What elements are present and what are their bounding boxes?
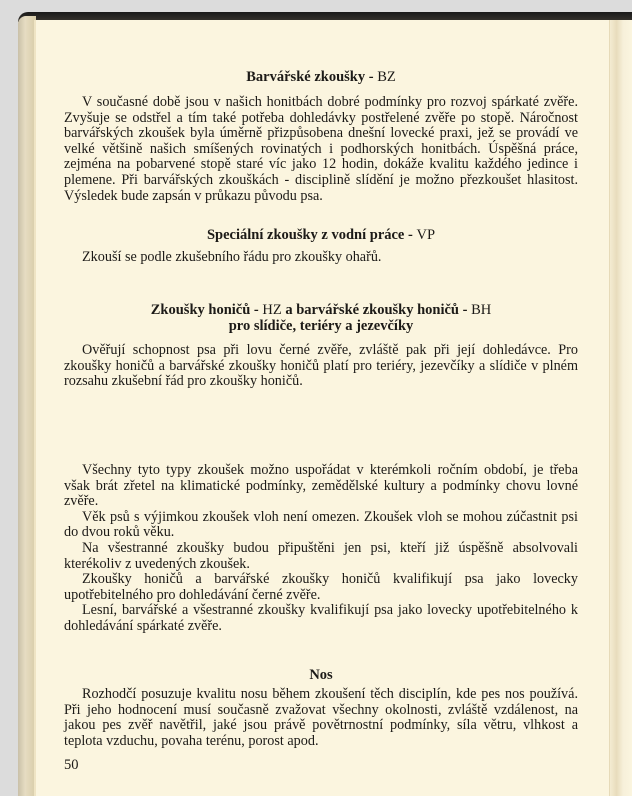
section-title-nos: Nos [309, 667, 333, 683]
page-number: 50 [64, 757, 79, 773]
paragraph: Na všestranné zkoušky budou připuštěni jen psi, kteří již úspěšně absolvovali kterékoliv z uvedených zkoušek. [64, 539, 578, 572]
section-title-text: a barvářské zkoušky honičů [285, 302, 459, 318]
paragraph: Zkouší se podle zkušebního řádu pro zkoušky ohařů. [82, 249, 382, 265]
section-code: VP [416, 227, 436, 243]
section-title-barvarske-zkousky: Barvářské zkoušky - BZ [246, 69, 396, 85]
page-gutter [609, 20, 632, 796]
paragraph: Všechny tyto typy zkoušek možno uspořádat v kterémkoli ročním období, je třeba však brát zřetel na klimatické podmínky, zemědělské kultury a podmínky chovu lovné zvěře. [64, 462, 578, 510]
general-notes [64, 463, 578, 635]
section-title-zkousky-honicu: Zkoušky honičů - HZ a barvářské zkoušky honičů - BH pro slídiče, teriéry a jezevčíky [150, 302, 492, 334]
section-title-text: Barvářské zkoušky [246, 69, 366, 85]
paragraph: Lesní, barvářské a všestranné zkoušky kvalifikují psa jako lovecky upotřebitelného k dohledávání spárkaté zvěře. [64, 602, 578, 634]
paragraph: Zkoušky honičů a barvářské zkoušky honičů kvalifikují psa jako lovecky upotřebitelného pro dohledávání černé zvěře. [64, 571, 578, 603]
section-body-vodni-prace [64, 250, 578, 266]
section-code: BZ [377, 69, 396, 85]
book-page [34, 20, 632, 796]
section-body-barvarske-zkousky [64, 95, 578, 204]
section-body-zkousky-honicu [64, 343, 578, 390]
paragraph: Ověřují schopnost psa při lovu černé zvěře, zvláště pak při její dohledávce. Pro zkoušky honičů a barvářské zkoušky honičů platí pro teriéry, jezevčíky a slídiče v plném rozsahu zkušební řád pro zkoušky honičů. [64, 342, 578, 390]
paragraph: Rozhodčí posuzuje kvalitu nosu během zkoušení těch disciplín, kde pes nos používá. Při jeho hodnocení musí současně zvažovat všechny okolnosti, zvláště vzdálenost, na jakou pes zvěř navětřil, jaké jsou právě povětrnostní podmínky, síla větru, vlhkost a teplota vzduchu, povaha terénu, porost apod. [64, 686, 578, 749]
section-code: BH [471, 302, 492, 318]
paragraph: Věk psů s výjimkou zkoušek vloh není omezen. Zkoušek vloh se mohou zúčastnit psi do dvou roků věku. [64, 508, 578, 541]
paragraph: V současné době jsou v našich honitbách dobré podmínky pro rozvoj spárkaté zvěře. Zvyšuje se odstřel a tím také potřeba dohledávky postřelené zvěře po stopě. Náročnost barvářských zkoušek byla úměrně přizpůsobena dnešní lovecké praxi, jež se provádí ve velké většině našich smíšených rovinatých i podhorských honitbách. Úspěšná práce, zejména na pobarvené stopě staré víc jako 12 hodin, dokáže kvalitu každého jedince i plemene. Při barvářských zkouškách - disciplině slídění je možno přezkoušet hlasitost. Výsledek bude zapsán v průkazu původu psa. [64, 94, 578, 204]
section-subtitle: pro slídiče, teriéry a jezevčíky [228, 318, 414, 334]
section-body-nos [64, 687, 578, 749]
section-title-text: Zkoušky honičů [150, 302, 251, 318]
section-title-text: Speciální zkoušky z vodní práce [206, 227, 405, 243]
section-code: HZ [262, 302, 282, 318]
section-title-vodni-prace: Speciální zkoušky z vodní práce - VP [206, 227, 436, 243]
